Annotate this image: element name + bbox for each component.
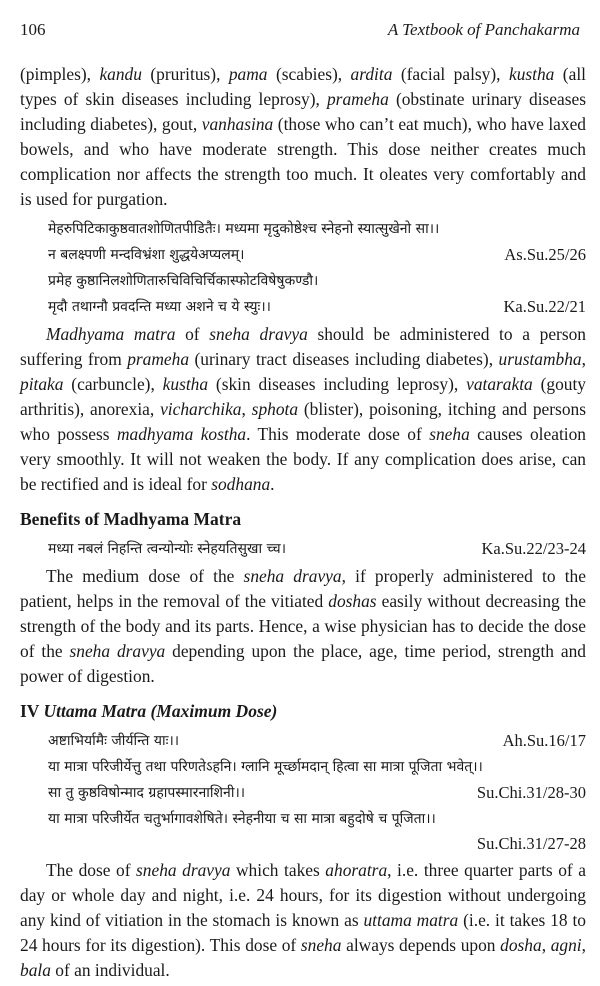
text-run: (i.e. it takes 18 to 24 hours for its digestion). This dose of [20,910,586,955]
verse-1-line-1 [48,216,586,242]
verse-line-text: प्रमेह कुष्ठानिलशोणितारुचिविचिर्चिकास्फोटविषेषुकण्डौ। [48,273,319,289]
italic-term: madhyama kostha [116,424,247,444]
paragraph-madhyama-matra [20,322,586,497]
sanskrit-verse-3 [20,728,586,856]
verse-line-text: मेहरुपिटिकाकुष्ठवातशोणितपीडितैः। मध्यमा मृदुकोष्ठेश्च स्नेहनो स्यात्सुखेनो सा।। [48,221,440,237]
paragraph-uttama-dose [20,858,586,983]
verse-line-text: मृदौ तथाग्नौ प्रवदन्ति मध्या अशने च ये स्युः।। [48,299,271,315]
verse-line-text: या मात्रा परिजीर्येत्तु तथा परिणतेऽहनि। ग्लानि मूर्च्छामदान् हित्वा सा मात्रा पूजिता भवेत्।। [48,759,483,775]
verse-reference: Su.Chi.31/28-30 [476,783,586,802]
verse-1-line-2 [48,242,586,268]
italic-term: Madhyama matra [46,324,176,344]
text-run: (those who can’t eat much), who have laxed bowels, and who have moderate strength. This dose neither creates much complication nor affects the strength too much. It oleates very comfortably and is used for purgation. [20,114,587,209]
text-run: . [270,474,275,494]
text-run: always depends upon [341,935,501,955]
italic-term: bala [20,960,51,980]
heading-title: Uttama Matra (Maximum Dose) [43,701,278,721]
verse-3-line-2 [48,754,586,780]
verse-1-line-3 [48,268,586,294]
italic-term: sphota [251,399,299,419]
italic-term: dosha [500,935,542,955]
text-run: of [175,324,210,344]
verse-line-text: मध्या नबलं निहन्ति त्वन्योन्योः स्नेहयतिसुखा च्च। [48,541,287,557]
verse-line-text: या मात्रा परिजीर्येत चतुर्भागावशेषिते। स्नेहनीया च सा मात्रा बहुदोषे च पूजिता।। [48,811,436,827]
text-run: should be administered to a person suffering from [20,324,586,369]
text-run: (facial palsy), [392,64,509,84]
italic-term: uttama matra [363,910,459,930]
paragraph-pimples [20,62,586,212]
italic-term: prameha [127,349,190,369]
text-run: The dose of [46,860,137,880]
verse-reference: Ka.Su.22/23-24 [481,539,586,558]
text-run: (pimples), [20,64,100,84]
italic-term: agni [550,935,582,955]
text-run: which takes [230,860,326,880]
italic-term: sneha dravya [209,324,308,344]
italic-term: ahoratra [325,860,388,880]
verse-line-text: अष्टाभिर्यामैः जीर्यन्ति याः।। [48,733,180,749]
section-heading-benefits: Benefits of Madhyama Matra [20,509,242,529]
paragraph-medium-dose [20,564,586,689]
sanskrit-verse-1 [20,216,586,320]
text-run: , [541,935,551,955]
italic-term: sneha dravya [136,860,231,880]
verse-3-line-4 [48,806,586,832]
text-run: (blister), poisoning, itching and persons who possess [20,399,586,444]
text-run: (obstinate urinary diseases including diabetes), gout, [20,89,586,134]
text-run: , if properly administered to the patient, helps in the removal of the vitiated [20,566,586,611]
text-run: (skin diseases including leprosy), [208,374,467,394]
heading-prefix: IV [20,701,44,721]
text-run: depending upon the place, age, time period, strength and power of digestion. [20,641,586,686]
text-run: easily without decreasing the strength of the body and its parts. Hence, a wise physician has to decide the dose of the [20,591,586,661]
verse-2-line-1 [48,536,586,562]
section-heading-uttama-matra [20,699,586,724]
verse-line-text: न बलक्ष्पणी मन्दविभ्रंशा शुद्धयेअप्यलम्। [48,247,245,263]
text-run: (urinary tract diseases including diabetes), [189,349,499,369]
italic-term: kustha [508,64,555,84]
italic-term: kustha [162,374,209,394]
italic-term: sodhana [211,474,271,494]
italic-term: ardita [350,64,393,84]
text-run: . This moderate dose of [246,424,430,444]
text-run: (gouty arthritis), anorexia, [20,374,586,419]
verse-reference: As.Su.25/26 [504,245,586,264]
running-header [20,20,580,44]
verse-reference: Su.Chi.31/27-28 [476,834,586,853]
text-run: (all types of skin diseases including leprosy), [20,64,586,109]
text-run: , [581,349,586,369]
italic-term: sneha dravya [69,641,166,661]
text-run: , i.e. three quarter parts of a day or whole day and night, i.e. 24 hours, for its digestion without undergoing any kind of vitiation in the stomach is known as [20,860,586,930]
italic-term: vataraktа [466,374,533,394]
verse-1-line-4 [48,294,586,320]
italic-term: vanhasina [201,114,274,134]
text-run: The medium dose of the [46,566,244,586]
italic-term: vicharchika [160,399,242,419]
italic-term: urustambha [498,349,582,369]
page-body [20,62,586,983]
text-run: , [241,399,252,419]
text-run: , [581,935,586,955]
text-run: causes oleation very smoothly. It will not weaken the body. If any complication does arise, can be rectified and is ideal for [20,424,586,494]
verse-line-text: सा तु कुष्ठविषोन्माद ग्रहापस्मारनाशिनी।। [48,785,246,801]
book-title: A Textbook of Panchakarma [387,20,580,39]
text-run: (pruritus), [141,64,229,84]
text-run: (carbuncle), [63,374,163,394]
verse-reference: Ah.Su.16/17 [502,731,586,750]
text-run: of an individual. [50,960,170,980]
italic-term: doshas [328,591,377,611]
verse-3-line-3 [48,780,586,806]
text-run: (scabies), [267,64,351,84]
italic-term: sneha dravya [243,566,342,586]
italic-term: pama [228,64,268,84]
sanskrit-verse-2 [20,536,586,562]
italic-term: sneha [429,424,470,444]
italic-term: pitaka [20,374,64,394]
italic-term: sneha [300,935,342,955]
italic-term: kandu [99,64,142,84]
page-number: 106 [20,20,46,39]
verse-reference: Ka.Su.22/21 [503,297,586,316]
italic-term: prameha [326,89,389,109]
verse-3-line-1 [48,728,586,754]
